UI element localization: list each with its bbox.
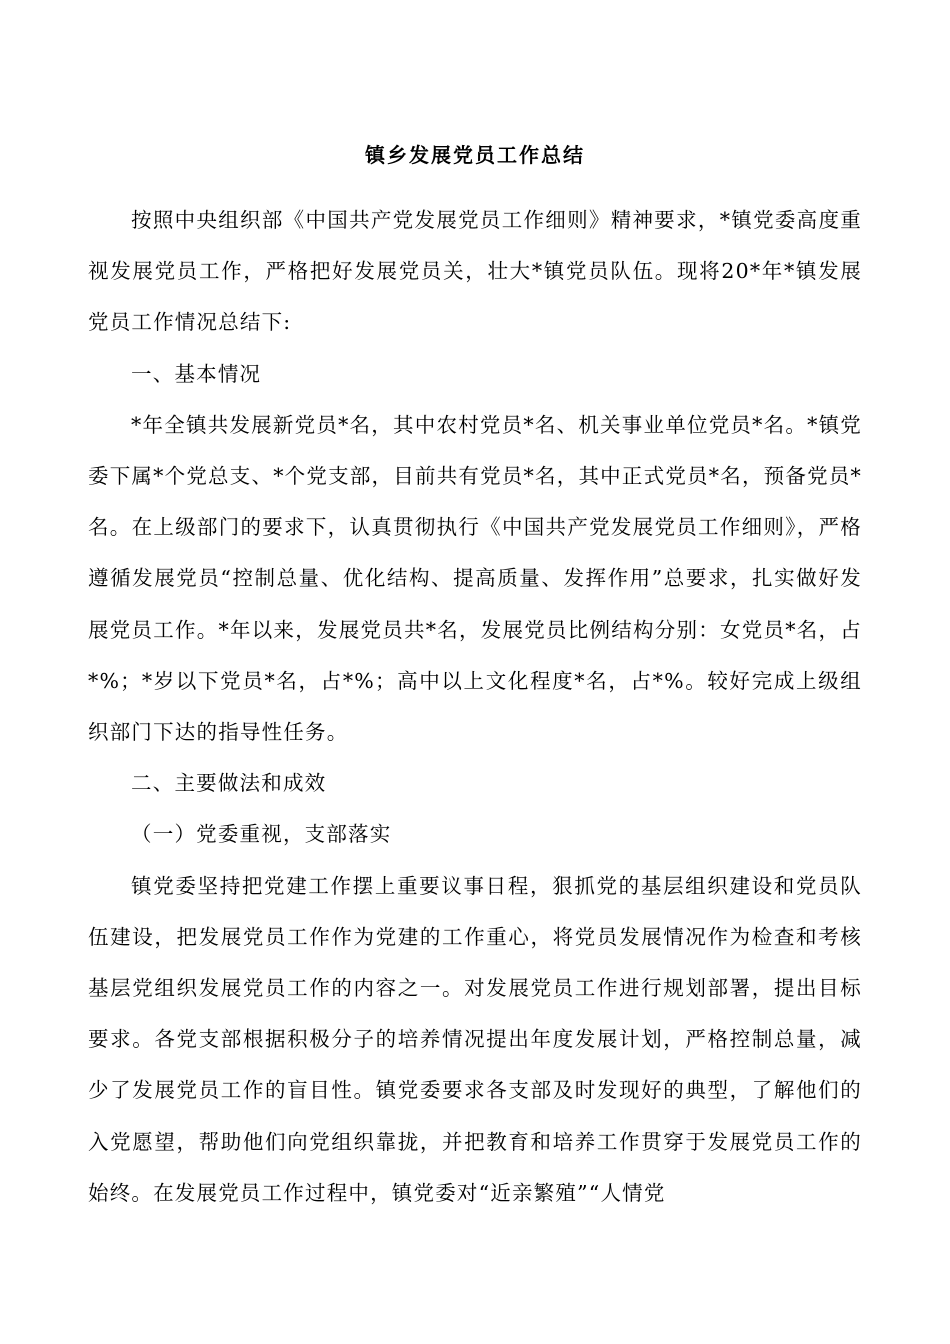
subsection-heading-1: （一）党委重视，支部落实 <box>131 822 392 847</box>
paragraph-basic-situation: *年全镇共发展新党员*名，其中农村党员*名、机关事业单位党员*名。*镇党委下属*个党总支、*个党支部，目前共有党员*名，其中正式党员*名，预备党员*名。在上级部门的要求下，认真贯彻执行《中国共产党发展党员工作细则》，严格遵循发展党员“控制总量、优化结构、提高质量、发挥作用”总要求，扎实做好发展党员工作。*年以来，发展党员共*名，发展党员比例结构分别：女党员*名，占*%；*岁以下党员*名，占*%；高中以上文化程度*名，占*%。较好完成上级组织部门下达的指导性任务。 <box>88 412 862 745</box>
section-heading-practices: 二、主要做法和成效 <box>131 771 327 796</box>
document-title: 镇乡发展党员工作总结 <box>365 143 585 167</box>
paragraph-practice-1: 镇党委坚持把党建工作摆上重要议事日程，狠抓党的基层组织建设和党员队伍建设，把发展党员工作作为党建的工作重心，将党员发展情况作为检查和考核基层党组织发展党员工作的内容之一。对发展党员工作进行规划部署，提出目标要求。各党支部根据积极分子的培养情况提出年度发展计划，严格控制总量，减少了发展党员工作的盲目性。镇党委要求各支部及时发现好的典型，了解他们的入党愿望，帮助他们向党组织靠拢，并把教育和培养工作贯穿于发展党员工作的始终。在发展党员工作过程中，镇党委对“近亲繁殖”“人情党 <box>88 873 862 1205</box>
document-body <box>88 195 862 1219</box>
section-heading-basic: 一、基本情况 <box>131 361 262 386</box>
paragraph-intro: 按照中央组织部《中国共产党发展党员工作细则》精神要求，*镇党委高度重视发展党员工作，严格把好发展党员关，壮大*镇党员队伍。现将20*年*镇发展党员工作情况总结下: <box>88 208 862 335</box>
